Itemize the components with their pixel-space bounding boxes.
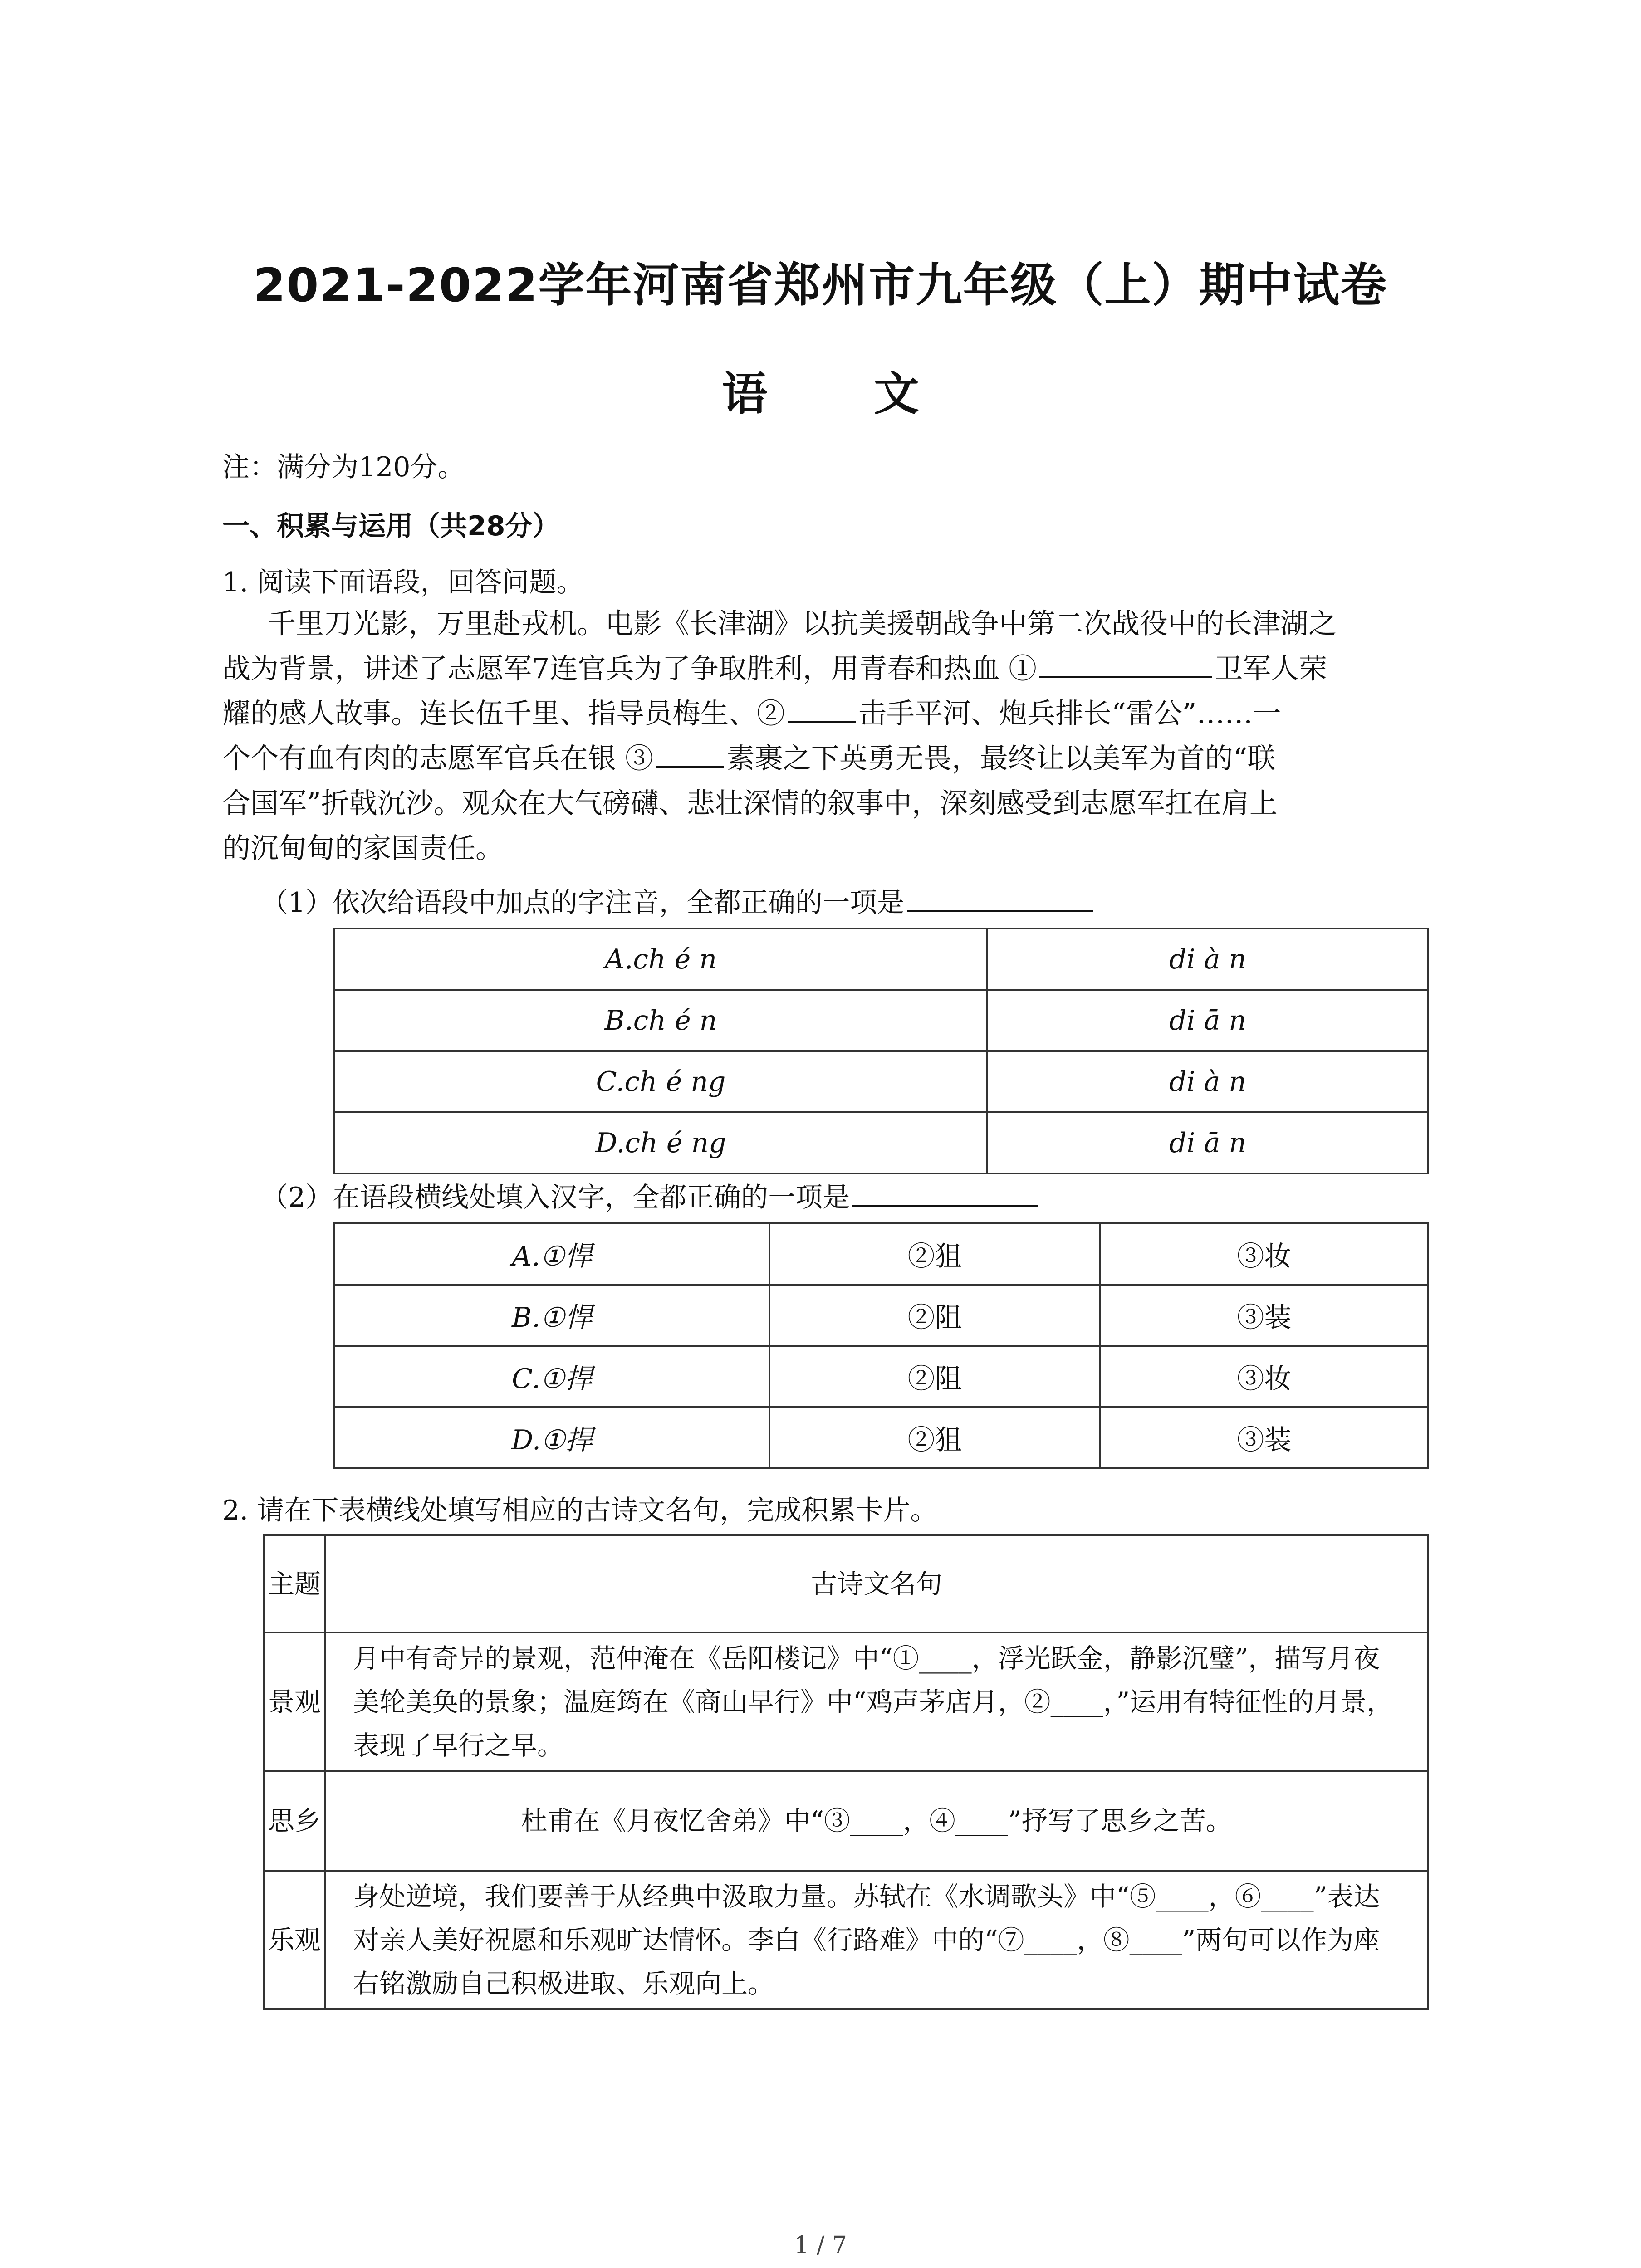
subquestion-1: （1）依次给语段中加点的字注音，全都正确的一项是	[261, 880, 1096, 925]
option-row[interactable]	[334, 1407, 1428, 1468]
option-cell: ③妆	[1100, 1346, 1428, 1407]
option-cell: A.ch é n	[334, 929, 987, 990]
option-cell: ②阻	[769, 1285, 1100, 1346]
character-options-table	[333, 1222, 1429, 1469]
theme-cell: 思乡	[264, 1771, 325, 1871]
option-row[interactable]	[334, 1112, 1428, 1173]
option-cell: ②狙	[769, 1407, 1100, 1468]
quote-cell[interactable]: 杜甫在《月夜忆舍弟》中“③____，④____”抒写了思乡之苦。	[325, 1771, 1428, 1871]
passage-line: 合国军”折戟沉沙。观众在大气磅礴、悲壮深情的叙事中，深刻感受到志愿军扛在肩上	[222, 787, 1278, 820]
option-row[interactable]	[334, 990, 1428, 1051]
option-cell: C.①捍	[334, 1346, 769, 1407]
theme-header: 主题	[264, 1535, 325, 1633]
card-row[interactable]	[264, 1633, 1428, 1771]
answer-blank-1[interactable]	[907, 882, 1093, 912]
passage-line: 千里刀光影，万里赴戎机。电影《长津湖》以抗美援朝战争中第二次战役中的长津湖之	[268, 607, 1337, 640]
option-cell: C.ch é ng	[334, 1051, 987, 1112]
passage-line: 耀的感人故事。连长伍千里、指导员梅生、② 击手平河、炮兵排长“雷公”……一	[222, 691, 1281, 736]
answer-blank-2[interactable]	[852, 1177, 1038, 1207]
option-cell: A.①悍	[334, 1223, 769, 1285]
section-heading: 一、积累与运用（共28分）	[222, 510, 560, 542]
option-row[interactable]	[334, 1285, 1428, 1346]
option-cell: di ā n	[987, 1112, 1428, 1173]
passage-line: 战为背景，讲述了志愿军7连官兵为了争取胜利，用青春和热血 ① 卫军人荣	[222, 646, 1327, 691]
pinyin-options-table	[333, 928, 1429, 1174]
subject-title: 语 文	[722, 367, 965, 420]
option-cell: ②阻	[769, 1346, 1100, 1407]
accumulation-card-table	[263, 1534, 1429, 2010]
blank-2[interactable]	[788, 693, 856, 723]
subquestion-2: （2）在语段横线处填入汉字，全都正确的一项是	[261, 1175, 1041, 1220]
option-cell: B.ch é n	[334, 990, 987, 1051]
passage-line: 个个有血有肉的志愿军官兵在银 ③ 素裹之下英勇无畏，最终让以美军为首的“联	[222, 736, 1275, 781]
content-header: 古诗文名句	[325, 1535, 1428, 1633]
card-row[interactable]	[264, 1871, 1428, 2009]
option-cell: di à n	[987, 929, 1428, 990]
option-cell: di ā n	[987, 990, 1428, 1051]
option-cell: ③装	[1100, 1285, 1428, 1346]
theme-cell: 景观	[264, 1633, 325, 1771]
score-note: 注：满分为120分。	[222, 451, 465, 483]
option-row[interactable]	[334, 1223, 1428, 1285]
option-row[interactable]	[334, 1346, 1428, 1407]
card-header-row	[264, 1535, 1428, 1633]
option-cell: ③装	[1100, 1407, 1428, 1468]
option-row[interactable]	[334, 1051, 1428, 1112]
option-cell: ③妆	[1100, 1223, 1428, 1285]
quote-cell[interactable]: 身处逆境，我们要善于从经典中汲取力量。苏轼在《水调歌头》中“⑤____，⑥____”表达对亲人美好祝愿和乐观旷达情怀。李白《行路难》中的“⑦____，⑧____”两句可以作为座右铭激励自己积极进取、乐观向上。	[325, 1871, 1428, 2009]
page-title: 2021-2022学年河南省郑州市九年级（上）期中试卷	[253, 259, 1388, 313]
quote-cell[interactable]: 月中有奇异的景观，范仲淹在《岳阳楼记》中“①____，浮光跃金，静影沉璧”，描写月夜美轮美奂的景象；温庭筠在《商山早行》中“鸡声茅店月，②____，”运用有特征性的月景，表现了早行之早。	[325, 1633, 1428, 1771]
blank-1[interactable]	[1039, 648, 1212, 678]
option-row[interactable]	[334, 929, 1428, 990]
passage-line: 的沉甸甸的家国责任。	[222, 831, 504, 865]
question-2-prompt: 2. 请在下表横线处填写相应的古诗文名句，完成积累卡片。	[222, 1495, 938, 1526]
option-cell: D.ch é ng	[334, 1112, 987, 1173]
question-1-prompt: 1. 阅读下面语段，回答问题。	[222, 567, 584, 598]
card-row[interactable]	[264, 1771, 1428, 1871]
option-cell: B.①悍	[334, 1285, 769, 1346]
option-cell: ②狙	[769, 1223, 1100, 1285]
theme-cell: 乐观	[264, 1871, 325, 2009]
page-number: 1 / 7	[794, 2232, 847, 2259]
blank-3[interactable]	[656, 738, 724, 768]
option-cell: D.①捍	[334, 1407, 769, 1468]
option-cell: di à n	[987, 1051, 1428, 1112]
